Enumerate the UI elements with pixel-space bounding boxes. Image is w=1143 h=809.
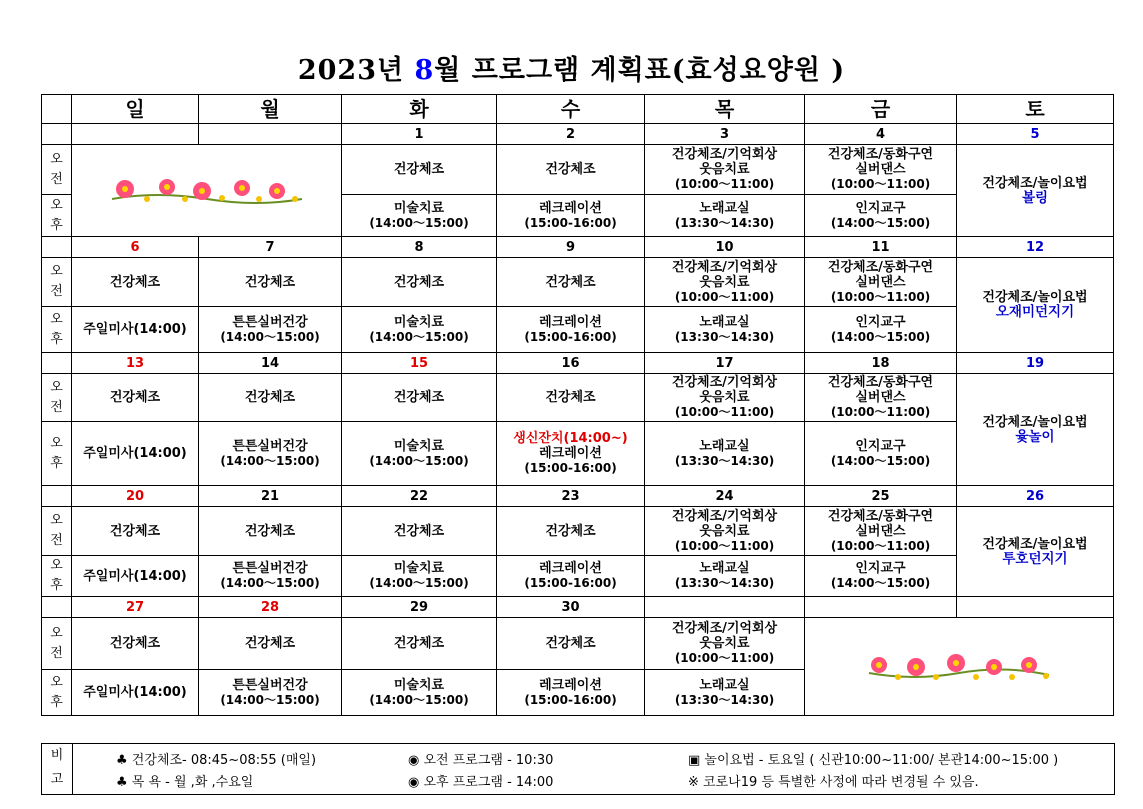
page-title: 2023년 8월 프로그램 계획표(효성요양원 ) [297, 55, 846, 86]
am-row [42, 258, 1114, 307]
activity-cell: 미술치료 (14:00～15:00) [342, 307, 497, 353]
date-cell: 14 [199, 353, 342, 374]
activity-cell: 건강체조 [342, 374, 497, 422]
date-cell: 28 [199, 597, 342, 618]
activity-cell: 주일미사(14:00) [72, 670, 199, 716]
activity-cell: 튼튼실버건강 (14:00～15:00) [199, 307, 342, 353]
date-cell: 20 [72, 486, 199, 507]
pm-label: 오 후 [42, 307, 72, 353]
activity-cell: 노래교실 (13:30～14:30) [645, 422, 805, 486]
note-exercise: ♣ 건강체조- 08:45~08:55 (매일) [116, 753, 317, 768]
activity-cell: 건강체조 [72, 374, 199, 422]
schedule-table [41, 94, 1113, 716]
activity-cell: 주일미사(14:00) [72, 307, 199, 353]
decor-cell [805, 618, 1114, 716]
date-row [42, 237, 1114, 258]
am-label: 오 전 [42, 145, 72, 195]
activity-cell: 노래교실 (13:30～14:30) [645, 556, 805, 597]
activity-cell: 건강체조 [342, 507, 497, 556]
date-cell: 29 [342, 597, 497, 618]
am-row [42, 507, 1114, 556]
day-fri: 금 [805, 95, 957, 124]
day-wed: 수 [497, 95, 645, 124]
title-month: 8 [414, 55, 435, 86]
date-cell: 6 [72, 237, 199, 258]
saturday-cell: 건강체조/놀이요법 볼링 [957, 145, 1114, 237]
activity-cell: 레크레이션 (15:00-16:00) [497, 195, 645, 237]
date-row [42, 486, 1114, 507]
am-row [42, 618, 1114, 670]
activity-cell: 건강체조/동화구연 실버댄스 (10:00～11:00) [805, 507, 957, 556]
activity-cell: 건강체조/동화구연 실버댄스 (10:00～11:00) [805, 145, 957, 195]
date-cell: 8 [342, 237, 497, 258]
date-cell: 3 [645, 124, 805, 145]
day-mon: 월 [199, 95, 342, 124]
date-cell: 17 [645, 353, 805, 374]
activity-cell: 노래교실 (13:30～14:30) [645, 195, 805, 237]
date-cell: 11 [805, 237, 957, 258]
activity-cell: 건강체조 [72, 507, 199, 556]
activity-cell: 건강체조/동화구연 실버댄스 (10:00～11:00) [805, 374, 957, 422]
notes-label: 비 고 [42, 744, 73, 794]
date-cell: 30 [497, 597, 645, 618]
pm-row [42, 556, 1114, 597]
activity-cell: 주일미사(14:00) [72, 422, 199, 486]
activity-cell: 튼튼실버건강 (14:00～15:00) [199, 670, 342, 716]
date-cell: 9 [497, 237, 645, 258]
day-thu: 목 [645, 95, 805, 124]
decor-cell [72, 145, 342, 237]
flower-garland-icon [864, 647, 1054, 687]
activity-cell: 건강체조 [199, 374, 342, 422]
date-cell: 16 [497, 353, 645, 374]
am-row [42, 145, 1114, 195]
pm-label: 오 후 [42, 556, 72, 597]
day-sun: 일 [72, 95, 199, 124]
activity-cell: 생신잔치(14:00~) 레크레이션 (15:00-16:00) [497, 422, 645, 486]
activity-cell: 건강체조 [199, 618, 342, 670]
date-cell: 12 [957, 237, 1114, 258]
activity-cell: 노래교실 (13:30～14:30) [645, 307, 805, 353]
activity-cell: 건강체조/기억회상 웃음치료 (10:00～11:00) [645, 618, 805, 670]
activity-cell: 튼튼실버건강 (14:00～15:00) [199, 422, 342, 486]
activity-cell: 인지교구 (14:00～15:00) [805, 195, 957, 237]
date-cell: 1 [342, 124, 497, 145]
date-cell [805, 597, 957, 618]
activity-cell: 미술치료 (14:00～15:00) [342, 556, 497, 597]
note-play-therapy: ▣ 놀이요법 - 토요일 ( 신관10:00~11:00/ 본관14:00~15:00 ) [688, 753, 1059, 768]
am-label: 오 전 [42, 374, 72, 422]
date-cell: 15 [342, 353, 497, 374]
am-label: 오 전 [42, 618, 72, 670]
saturday-cell: 건강체조/놀이요법 투호던지기 [957, 507, 1114, 597]
activity-cell: 건강체조 [342, 258, 497, 307]
saturday-cell: 건강체조/놀이요법 오재미던지기 [957, 258, 1114, 353]
activity-cell: 건강체조 [342, 618, 497, 670]
date-cell: 25 [805, 486, 957, 507]
activity-cell: 건강체조 [497, 618, 645, 670]
saturday-cell: 건강체조/놀이요법 윷놀이 [957, 374, 1114, 486]
birthday-event: 생신잔치(14:00~) [513, 431, 628, 446]
note-pm-program: ◉ 오후 프로그램 - 14:00 [408, 775, 554, 790]
activity-cell: 인지교구 (14:00～15:00) [805, 556, 957, 597]
pm-row [42, 307, 1114, 353]
activity-cell: 레크레이션 (15:00-16:00) [497, 670, 645, 716]
activity-cell: 건강체조/기억회상 웃음치료 (10:00～11:00) [645, 374, 805, 422]
activity-cell: 건강체조/기억회상 웃음치료 (10:00～11:00) [645, 145, 805, 195]
note-bath: ♣ 목 욕 - 월 ,화 ,수요일 [116, 775, 254, 790]
date-cell: 18 [805, 353, 957, 374]
corner-cell [42, 95, 72, 124]
date-cell: 23 [497, 486, 645, 507]
date-cell: 27 [72, 597, 199, 618]
date-cell: 13 [72, 353, 199, 374]
activity-cell: 건강체조 [497, 374, 645, 422]
activity-cell: 건강체조/동화구연 실버댄스 (10:00～11:00) [805, 258, 957, 307]
activity-cell: 건강체조/기억회상 웃음치료 (10:00～11:00) [645, 507, 805, 556]
activity-cell: 미술치료 (14:00～15:00) [342, 422, 497, 486]
date-cell: 22 [342, 486, 497, 507]
activity-cell: 인지교구 (14:00～15:00) [805, 422, 957, 486]
activity-cell: 레크레이션 (15:00-16:00) [497, 307, 645, 353]
date-row [42, 597, 1114, 618]
activity-cell: 노래교실 (13:30～14:30) [645, 670, 805, 716]
am-label: 오 전 [42, 507, 72, 556]
activity-cell: 건강체조 [497, 145, 645, 195]
activity-cell: 건강체조 [72, 618, 199, 670]
pm-label: 오 후 [42, 670, 72, 716]
activity-cell: 인지교구 (14:00～15:00) [805, 307, 957, 353]
day-tue: 화 [342, 95, 497, 124]
notes-box [41, 743, 1115, 795]
date-cell: 4 [805, 124, 957, 145]
note-am-program: ◉ 오전 프로그램 - 10:30 [408, 753, 554, 768]
date-row [42, 124, 1114, 145]
note-covid: ※ 코로나19 등 특별한 사정에 따라 변경될 수 있음. [688, 775, 979, 790]
date-cell [957, 597, 1114, 618]
date-cell [199, 124, 342, 145]
activity-cell: 건강체조 [72, 258, 199, 307]
date-cell [645, 597, 805, 618]
pm-row [42, 422, 1114, 486]
day-sat: 토 [957, 95, 1114, 124]
activity-cell: 건강체조 [199, 258, 342, 307]
date-cell: 10 [645, 237, 805, 258]
activity-cell: 튼튼실버건강 (14:00～15:00) [199, 556, 342, 597]
date-cell: 5 [957, 124, 1114, 145]
pm-label: 오 후 [42, 195, 72, 237]
pm-label: 오 후 [42, 422, 72, 486]
activity-cell: 건강체조 [497, 507, 645, 556]
am-label: 오 전 [42, 258, 72, 307]
date-cell: 21 [199, 486, 342, 507]
activity-cell: 주일미사(14:00) [72, 556, 199, 597]
activity-cell: 건강체조 [497, 258, 645, 307]
date-cell: 26 [957, 486, 1114, 507]
activity-cell: 건강체조 [342, 145, 497, 195]
activity-cell: 건강체조/기억회상 웃음치료 (10:00～11:00) [645, 258, 805, 307]
activity-cell: 미술치료 (14:00～15:00) [342, 195, 497, 237]
date-cell: 19 [957, 353, 1114, 374]
date-cell: 2 [497, 124, 645, 145]
date-row [42, 353, 1114, 374]
date-cell: 7 [199, 237, 342, 258]
weekday-header [42, 95, 1114, 124]
date-cell: 24 [645, 486, 805, 507]
activity-cell: 레크레이션 (15:00-16:00) [497, 556, 645, 597]
activity-cell: 건강체조 [199, 507, 342, 556]
date-cell [72, 124, 199, 145]
flower-garland-icon [107, 171, 307, 211]
activity-cell: 미술치료 (14:00～15:00) [342, 670, 497, 716]
am-row [42, 374, 1114, 422]
